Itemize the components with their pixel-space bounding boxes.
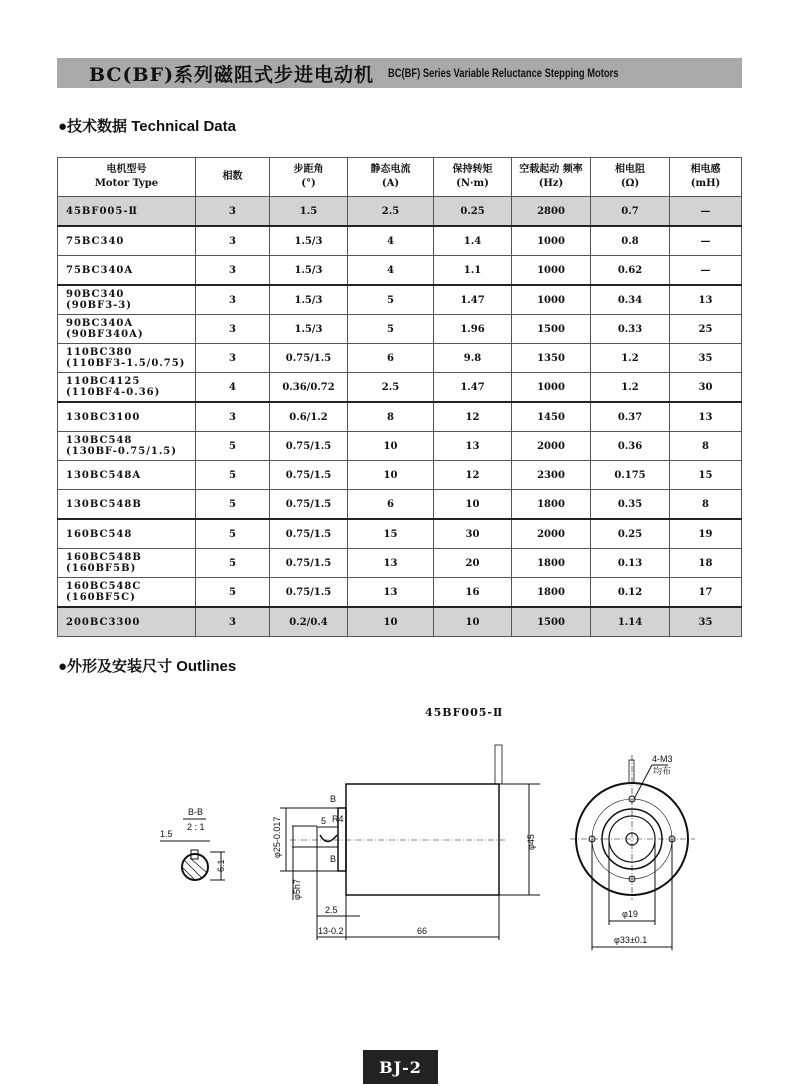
label-scale: 2 : 1 [187,822,205,832]
value-cell: 10 [434,490,512,520]
label-d33: φ33±0.1 [614,935,648,945]
column-header-line: (N·m) [456,178,489,189]
value-cell: 1.47 [434,285,512,315]
table-row [58,490,742,520]
motor-type-cell [58,226,196,256]
column-header-line: 静态电流 [370,164,411,175]
value-cell: 1000 [512,285,591,315]
label-d5h7: φ5h7 [292,879,302,900]
motor-type-cell [58,432,196,461]
value-cell: 3 [196,315,270,344]
table-row [58,256,742,286]
value-cell: 4 [196,373,270,403]
value-cell: 0.175 [591,461,670,490]
table-row [58,519,742,549]
label-evenly: 均布 [653,766,672,776]
motor-type-line: (160BF5C) [66,592,136,603]
table-row [58,226,742,256]
column-header [512,158,591,197]
value-cell: 1800 [512,549,591,578]
value-cell: 0.2/0.4 [270,607,348,637]
column-header-line: 相电感 [690,164,721,175]
value-cell: 35 [670,344,742,373]
table-row [58,432,742,461]
value-cell: — [670,226,742,256]
value-cell: 0.75/1.5 [270,432,348,461]
value-cell: 1.96 [434,315,512,344]
value-cell: — [670,197,742,227]
value-cell: 0.75/1.5 [270,461,348,490]
section-view-bb [160,807,226,880]
column-header [670,158,742,197]
table-row [58,549,742,578]
value-cell: 2300 [512,461,591,490]
value-cell: 13 [348,549,434,578]
motor-type-cell [58,549,196,578]
motor-type-cell [58,197,196,227]
motor-type-cell [58,461,196,490]
outline-drawing [0,740,800,960]
value-cell: 0.8 [591,226,670,256]
column-header [348,158,434,197]
value-cell: 3 [196,256,270,286]
side-view [272,745,540,940]
column-header-line: Motor Type [94,178,159,189]
table-row [58,373,742,403]
value-cell: 6 [348,490,434,520]
column-header-line: 空载起动 频率 [519,164,583,175]
value-cell: 0.75/1.5 [270,578,348,608]
motor-type-line: 110BC380 [66,347,133,358]
front-view [570,754,695,950]
drawing-title: 45BF005-Ⅱ [425,706,504,719]
value-cell: 30 [434,519,512,549]
value-cell: 12 [434,461,512,490]
value-cell: 4 [348,226,434,256]
label-66: 66 [417,926,428,936]
motor-type-line: 160BC548B [66,552,142,563]
value-cell: 0.36/0.72 [270,373,348,403]
label-4-m3: 4-M3 [652,754,673,764]
column-header [591,158,670,197]
motor-type-line: (110BF3-1.5/0.75) [66,358,186,369]
value-cell: 3 [196,344,270,373]
value-cell: 1.2 [591,373,670,403]
value-cell: 1.5/3 [270,315,348,344]
value-cell: 10 [348,461,434,490]
value-cell: 1.1 [434,256,512,286]
value-cell: 5 [196,519,270,549]
motor-type-cell [58,256,196,286]
motor-type-line: 90BC340 [66,289,125,300]
value-cell: 5 [196,490,270,520]
column-header-line: (mH) [690,178,721,189]
value-cell: 1.5 [270,197,348,227]
value-cell: 0.13 [591,549,670,578]
value-cell: 5 [196,432,270,461]
value-cell: 1.5/3 [270,285,348,315]
value-cell: 3 [196,226,270,256]
column-header-line: (Ω) [620,178,640,189]
column-header-line: 步距角 [293,164,324,175]
motor-type-line: 75BC340 [66,235,125,247]
motor-type-line: (90BF340A) [66,329,144,340]
column-header [58,158,196,197]
value-cell: 8 [670,490,742,520]
table-row [58,461,742,490]
value-cell: 1.4 [434,226,512,256]
label-6-1: 6.1 [216,859,226,872]
label-b-top: B [330,794,337,804]
value-cell: 10 [348,607,434,637]
value-cell: 5 [196,461,270,490]
column-header [270,158,348,197]
value-cell: 3 [196,197,270,227]
title-banner [57,58,742,88]
value-cell: 2800 [512,197,591,227]
value-cell: 1500 [512,315,591,344]
value-cell: 1.5/3 [270,256,348,286]
value-cell: 19 [670,519,742,549]
motor-type-line: 75BC340A [66,264,134,276]
value-cell: 0.36 [591,432,670,461]
value-cell: 18 [670,549,742,578]
value-cell: 0.34 [591,285,670,315]
value-cell: 5 [196,549,270,578]
column-header-line: 电机型号 [106,164,147,175]
value-cell: 0.37 [591,402,670,432]
value-cell: 10 [348,432,434,461]
value-cell: 0.25 [591,519,670,549]
value-cell: 1350 [512,344,591,373]
value-cell: 1000 [512,373,591,403]
value-cell: 0.25 [434,197,512,227]
column-header-line: (A) [381,178,400,189]
table-row [58,607,742,637]
value-cell: 1000 [512,226,591,256]
value-cell: 0.75/1.5 [270,490,348,520]
motor-type-cell [58,285,196,315]
value-cell: 1450 [512,402,591,432]
value-cell: — [670,256,742,286]
label-d19: φ19 [622,909,638,919]
value-cell: 1.47 [434,373,512,403]
title-cn: BC(BF)系列磁阻式步进电动机 [89,63,375,86]
table-row [58,197,742,227]
value-cell: 16 [434,578,512,608]
value-cell: 35 [670,607,742,637]
motor-type-cell [58,344,196,373]
value-cell: 3 [196,402,270,432]
motor-type-cell [58,490,196,520]
motor-type-line: 130BC548B [66,498,142,510]
value-cell: 1500 [512,607,591,637]
value-cell: 2000 [512,519,591,549]
value-cell: 1800 [512,578,591,608]
motor-type-cell [58,519,196,549]
value-cell: 1.14 [591,607,670,637]
column-header-line: 相数 [222,171,243,182]
value-cell: 15 [670,461,742,490]
value-cell: 15 [348,519,434,549]
value-cell: 13 [434,432,512,461]
value-cell: 13 [348,578,434,608]
label-b-bottom: B [330,854,337,864]
motor-type-cell [58,578,196,608]
table-row [58,285,742,315]
label-1-5: 1.5 [160,829,173,839]
value-cell: 1000 [512,256,591,286]
column-header [196,158,270,197]
value-cell: 0.62 [591,256,670,286]
value-cell: 13 [670,402,742,432]
value-cell: 0.12 [591,578,670,608]
label-section: B-B [188,807,204,817]
column-header-line: 相电阻 [615,164,645,175]
motor-type-line: (130BF-0.75/1.5) [66,446,177,457]
value-cell: 0.33 [591,315,670,344]
value-cell: 0.35 [591,490,670,520]
value-cell: 0.6/1.2 [270,402,348,432]
value-cell: 5 [348,285,434,315]
value-cell: 0.75/1.5 [270,519,348,549]
section-technical-data: ●技术数据 Technical Data [58,118,236,135]
value-cell: 0.75/1.5 [270,549,348,578]
value-cell: 30 [670,373,742,403]
motor-type-line: 110BC4125 [66,376,141,387]
motor-type-line: (90BF3-3) [66,300,132,311]
motor-type-line: 90BC340A [66,318,134,329]
title-en: BC(BF) Series Variable Reluctance Stepping Motors [388,66,619,80]
label-d25: φ25-0.017 [272,816,282,858]
motor-type-line: 130BC3100 [66,411,141,423]
column-header-line: (Hz) [538,178,564,189]
motor-type-cell [58,315,196,344]
value-cell: 0.75/1.5 [270,344,348,373]
label-13: 13-0.2 [318,926,344,936]
table-row [58,344,742,373]
table-row [58,402,742,432]
value-cell: 25 [670,315,742,344]
value-cell: 5 [348,315,434,344]
motor-type-line: 130BC548 [66,435,133,446]
section-outlines: ●外形及安装尺寸 Outlines [58,658,237,675]
motor-type-line: 130BC548A [66,469,142,481]
column-header [434,158,512,197]
value-cell: 20 [434,549,512,578]
label-5: 5 [321,816,327,826]
value-cell: 12 [434,402,512,432]
page-number: BJ-2 [363,1050,438,1084]
motor-type-cell [58,402,196,432]
label-r4: R4 [332,814,344,824]
value-cell: 2.5 [348,197,434,227]
label-2-5: 2.5 [325,905,338,915]
motor-type-cell [58,607,196,637]
value-cell: 3 [196,607,270,637]
motor-type-line: 160BC548 [66,528,133,540]
value-cell: 1.2 [591,344,670,373]
motor-type-line: 160BC548C [66,581,142,592]
table-row [58,578,742,608]
technical-data-table [57,157,742,637]
column-header-line: (°) [301,178,316,189]
motor-type-line: 45BF005-Ⅱ [66,205,138,217]
value-cell: 8 [670,432,742,461]
value-cell: 4 [348,256,434,286]
value-cell: 17 [670,578,742,608]
value-cell: 10 [434,607,512,637]
value-cell: 9.8 [434,344,512,373]
value-cell: 0.7 [591,197,670,227]
motor-type-line: (110BF4-0.36) [66,387,161,398]
table-row [58,315,742,344]
value-cell: 8 [348,402,434,432]
label-d45: φ45 [526,834,536,850]
value-cell: 13 [670,285,742,315]
value-cell: 5 [196,578,270,608]
value-cell: 1800 [512,490,591,520]
value-cell: 3 [196,285,270,315]
value-cell: 6 [348,344,434,373]
value-cell: 2.5 [348,373,434,403]
motor-type-cell [58,373,196,403]
value-cell: 1.5/3 [270,226,348,256]
motor-type-line: 200BC3300 [66,616,141,628]
column-header-line: 保持转矩 [452,164,493,175]
motor-type-line: (160BF5B) [66,563,137,574]
value-cell: 2000 [512,432,591,461]
